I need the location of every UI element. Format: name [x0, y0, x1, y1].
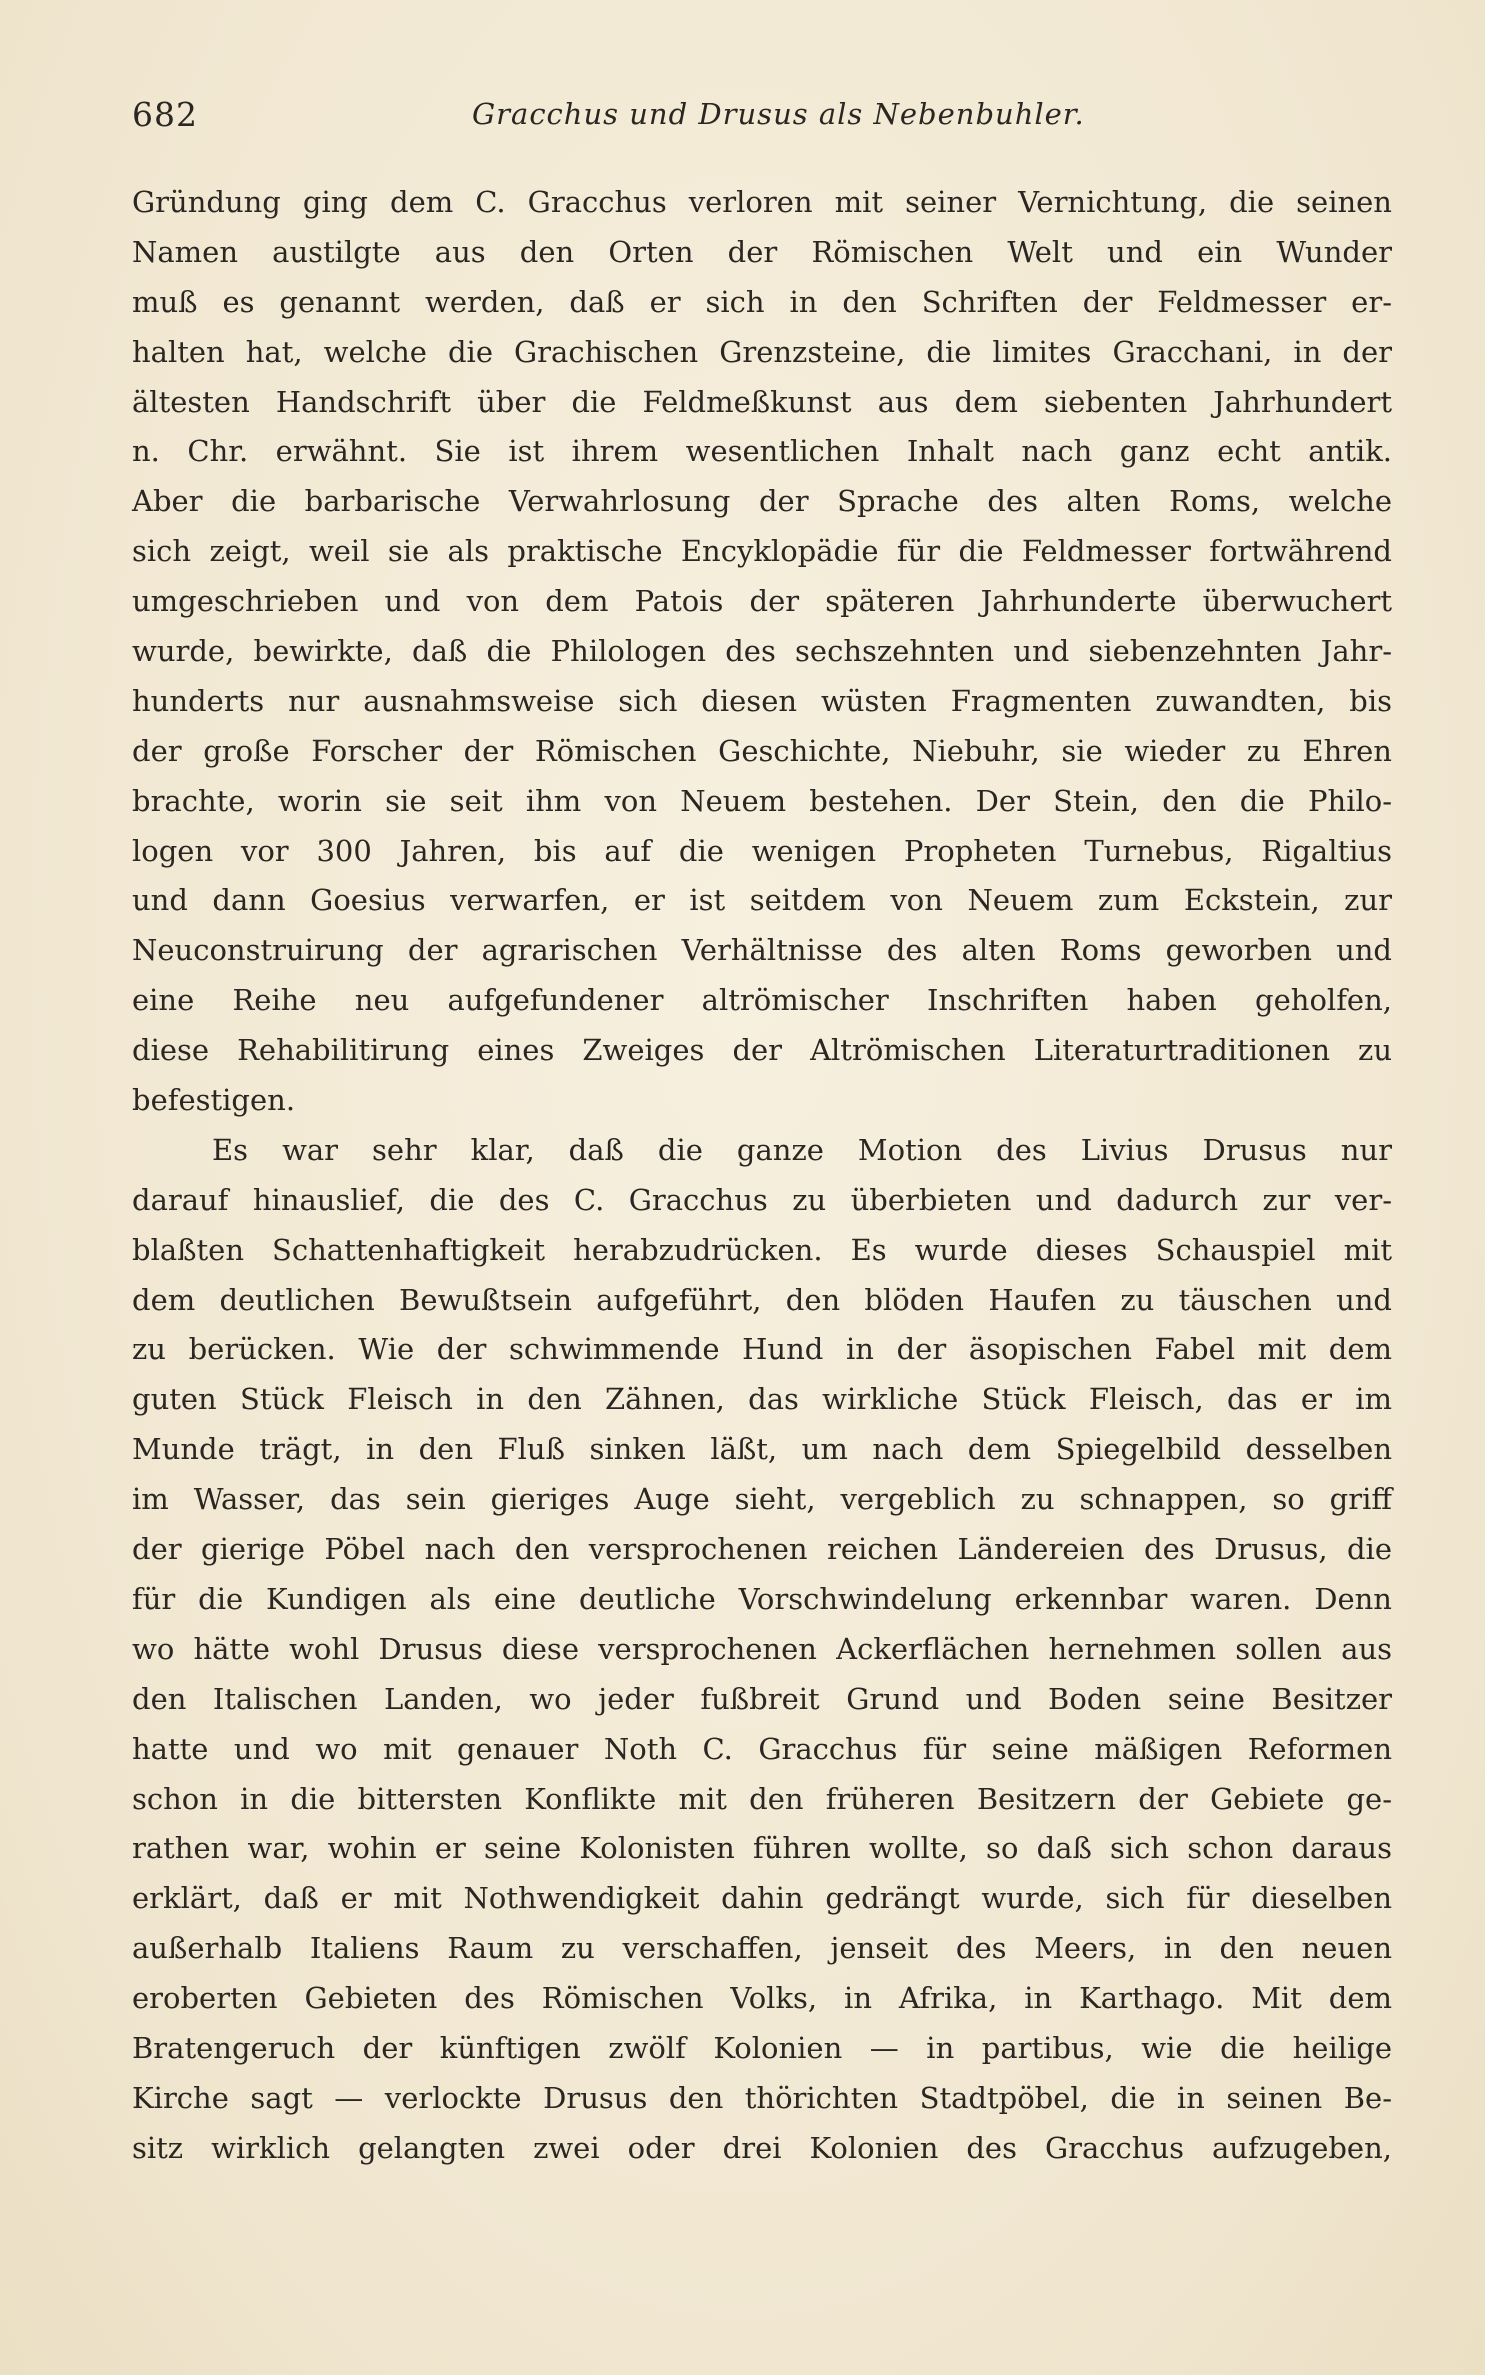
text-line: eroberten Gebieten des Römischen Volks, in Afrika, in Karthago. Mit dem [132, 1981, 1392, 2016]
text-line: für die Kundigen als eine deutliche Vorschwindelung erkennbar waren. Denn [132, 1581, 1392, 1616]
text-line: erklärt, daß er mit Nothwendigkeit dahin gedrängt wurde, sich für dieselben [132, 1881, 1392, 1916]
running-title: Gracchus und Drusus als Nebenbuhler. [472, 97, 1085, 131]
text-line: den Italischen Landen, wo jeder fußbreit Grund und Boden seine Besitzer [132, 1681, 1392, 1716]
text-line: brachte, worin sie seit ihm von Neuem bestehen. Der Stein, den die Philo- [132, 783, 1392, 818]
text-line: sitz wirklich gelangten zwei oder drei Kolonien des Gracchus aufzugeben, [132, 2130, 1392, 2165]
text-line: hatte und wo mit genauer Noth C. Gracchus für seine mäßigen Reformen [132, 1731, 1392, 1766]
text-line: im Wasser, das sein gieriges Auge sieht, vergeblich zu schnappen, so griff [132, 1482, 1392, 1517]
page-number: 682 [132, 95, 198, 134]
text-line: wo hätte wohl Drusus diese versprochenen Ackerflächen hernehmen sollen aus [132, 1631, 1392, 1666]
text-line: der große Forscher der Römischen Geschichte, Niebuhr, sie wieder zu Ehren [132, 733, 1392, 768]
page-header [132, 95, 1392, 145]
body-text [132, 178, 1392, 2174]
text-line: dem deutlichen Bewußtsein aufgeführt, den blöden Haufen zu täuschen und [132, 1282, 1392, 1317]
text-line: und dann Goesius verwarfen, er ist seitdem von Neuem zum Eckstein, zur [132, 883, 1392, 918]
text-line: Gründung ging dem C. Gracchus verloren mit seiner Vernichtung, die seinen [132, 185, 1392, 219]
text-line: schon in die bittersten Konflikte mit den früheren Besitzern der Gebiete ge- [132, 1781, 1392, 1816]
text-line: Munde trägt, in den Fluß sinken läßt, um nach dem Spiegelbild desselben [132, 1432, 1392, 1467]
text-line: sich zeigt, weil sie als praktische Encyklopädie für die Feldmesser fortwährend [132, 534, 1392, 569]
text-line: guten Stück Fleisch in den Zähnen, das wirkliche Stück Fleisch, das er im [132, 1382, 1392, 1417]
text-line: diese Rehabilitirung eines Zweiges der Altrömischen Literaturtraditionen zu [132, 1033, 1392, 1068]
text-line: muß es genannt werden, daß er sich in den Schriften der Feldmesser er- [132, 284, 1392, 319]
text-line: Kirche sagt — verlockte Drusus den thörichten Stadtpöbel, die in seinen Be- [132, 2080, 1392, 2115]
text-line: eine Reihe neu aufgefundener altrömischer Inschriften haben geholfen, [132, 983, 1392, 1018]
text-line-paragraph-end: befestigen. [132, 1083, 296, 1118]
text-line: Namen austilgte aus den Orten der Römischen Welt und ein Wunder [132, 234, 1392, 269]
text-line: darauf hinauslief, die des C. Gracchus zu überbieten und dadurch zur ver- [132, 1182, 1392, 1217]
text-line: Bratengeruch der künftigen zwölf Kolonien — in partibus, wie die heilige [132, 2030, 1392, 2065]
text-line: Neuconstruirung der agrarischen Verhältnisse des alten Roms geworben und [132, 933, 1392, 968]
text-line: halten hat, welche die Grachischen Grenzsteine, die limites Gracchani, in der [132, 334, 1392, 369]
text-line: hunderts nur ausnahmsweise sich diesen wüsten Fragmenten zuwandten, bis [132, 683, 1392, 718]
text-line: wurde, bewirkte, daß die Philologen des sechszehnten und siebenzehnten Jahr- [132, 634, 1392, 669]
text-line: ältesten Handschrift über die Feldmeßkunst aus dem siebenten Jahrhundert [132, 384, 1392, 419]
text-line-paragraph-start: Es war sehr klar, daß die ganze Motion des Livius Drusus nur [212, 1132, 1392, 1167]
text-line: zu berücken. Wie der schwimmende Hund in der äsopischen Fabel mit dem [132, 1332, 1392, 1367]
text-line: außerhalb Italiens Raum zu verschaffen, jenseit des Meers, in den neuen [132, 1931, 1392, 1966]
text-line: Aber die barbarische Verwahrlosung der Sprache des alten Roms, welche [132, 484, 1392, 519]
text-line: n. Chr. erwähnt. Sie ist ihrem wesentlichen Inhalt nach ganz echt antik. [132, 434, 1392, 469]
text-line: umgeschrieben und von dem Patois der späteren Jahrhunderte überwuchert [132, 584, 1392, 619]
text-line: blaßten Schattenhaftigkeit herabzudrücken. Es wurde dieses Schauspiel mit [132, 1232, 1392, 1267]
text-line: der gierige Pöbel nach den versprochenen reichen Ländereien des Drusus, die [132, 1532, 1392, 1567]
text-line: rathen war, wohin er seine Kolonisten führen wollte, so daß sich schon daraus [132, 1831, 1392, 1866]
text-line: logen vor 300 Jahren, bis auf die wenigen Propheten Turnebus, Rigaltius [132, 833, 1392, 868]
